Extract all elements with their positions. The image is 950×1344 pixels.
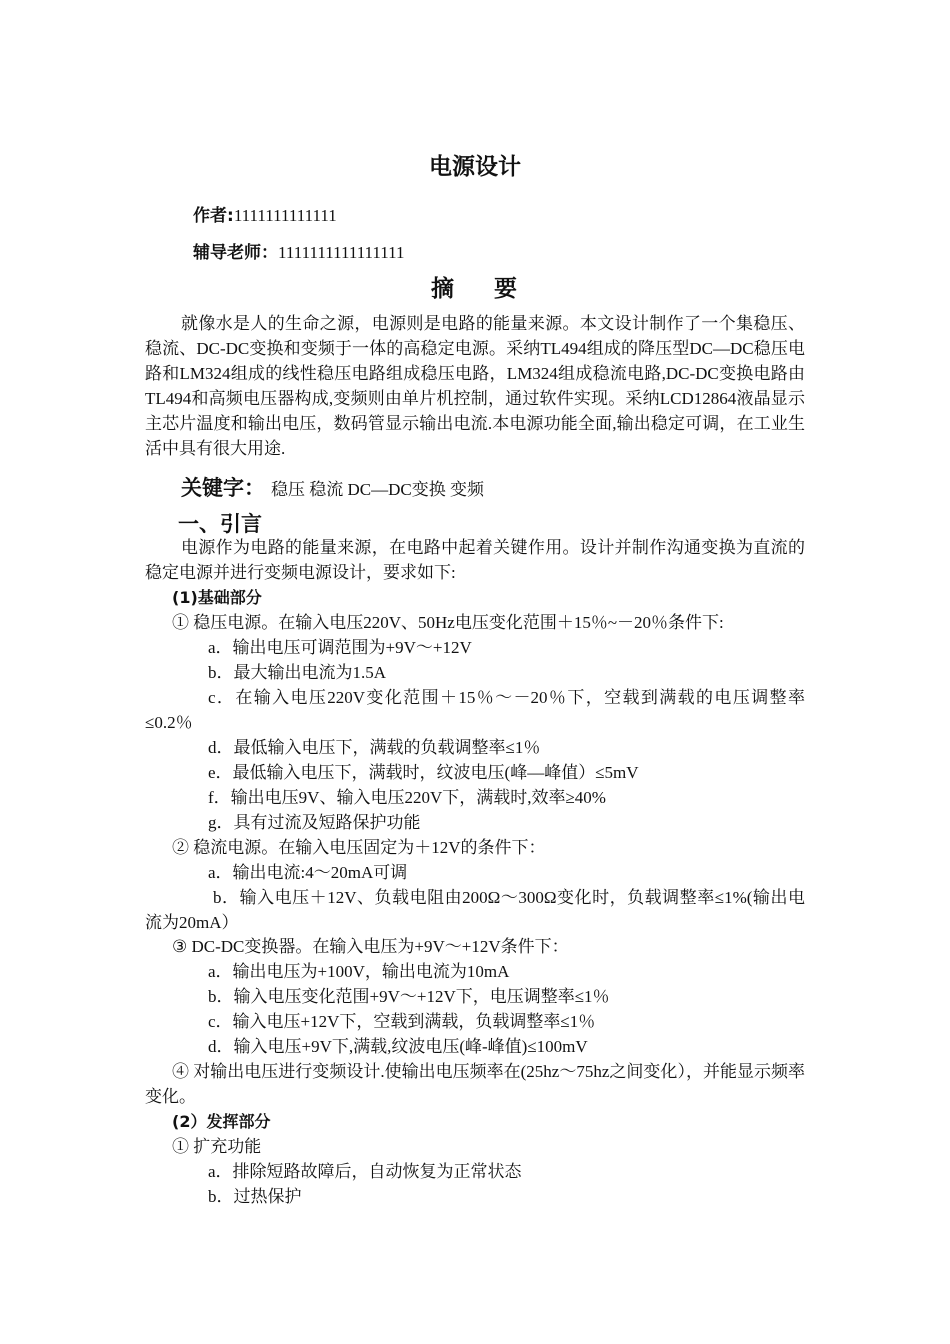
req-item-1a: a．输出电压可调范围为+9V～+12V — [208, 638, 472, 657]
ext-item-1: ① 扩充功能 — [172, 1137, 262, 1156]
req-item-2a: a．输出电流:4～20mA可调 — [208, 863, 408, 882]
req-item-2b: b．输入电压＋12V、负载电阻由200Ω～300Ω变化时，负载调整率≤1%(输出电流为20mA） — [145, 888, 805, 932]
req-item-1f: f．输出电压9V、输入电压220V下，满载时,效率≥40% — [208, 788, 606, 807]
req-item-1: ① 稳压电源。在输入电压220V、50Hz电压变化范围＋15％~－20％条件下: — [172, 613, 724, 632]
intro-paragraph: 电源作为电路的能量来源，在电路中起着关键作用。设计并制作沟通变换为直流的稳定电源并进行变频电源设计，要求如下: — [145, 538, 805, 582]
advisor-value: 1111111111111111 — [278, 243, 405, 262]
req-item-1c: c．在输入电压220V变化范围＋15％～－20％下，空载到满载的电压调整率≤0.2％ — [145, 688, 805, 732]
req-item-2: ② 稳流电源。在输入电压固定为＋12V的条件下： — [172, 838, 546, 857]
ext-item-1b: b．过热保护 — [208, 1187, 302, 1206]
req-item-1d: d．最低输入电压下，满载的负载调整率≤1％ — [208, 738, 541, 757]
abstract-heading: 摘 要 — [430, 276, 533, 302]
advisor-label: 辅导老师： — [193, 243, 278, 263]
req-item-3a: a．输出电压为+100V，输出电流为10mA — [208, 962, 510, 981]
req-item-4: ④ 对输出电压进行变频设计.使输出电压频率在(25hz～75hz之间变化），并能显示频率变化。 — [145, 1062, 805, 1106]
author-label: 作者: — [193, 206, 234, 226]
req-item-1e: e．最低输入电压下，满载时，纹波电压(峰—峰值）≤5mV — [208, 763, 639, 782]
extension-part-heading: (2）发挥部分 — [172, 1112, 271, 1131]
advisor-line — [193, 238, 405, 263]
keywords-line — [181, 472, 484, 502]
req-item-1b: b．最大输出电流为1.5A — [208, 663, 387, 682]
req-item-1g: g．具有过流及短路保护功能 — [208, 813, 421, 832]
req-item-3b: b．输入电压变化范围+9V～+12V下，电压调整率≤1％ — [208, 987, 610, 1006]
basic-part-heading: (1)基础部分 — [172, 588, 262, 607]
section-heading-intro: 一、引言 — [178, 512, 262, 536]
author-line — [193, 201, 337, 226]
abstract-text: 就像水是人的生命之源，电源则是电路的能量来源。本文设计制作了一个集稳压、稳流、DC-DC变换和变频于一体的高稳定电源。采纳TL494组成的降压型DC—DC稳压电路和LM324组成的线性稳压电路组成稳压电路，LM324组成稳流电路,DC-DC变换电路由TL494和高频电压器构成,变频则由单片机控制，通过软件实现。采纳LCD12864液晶显示主芯片温度和输出电压，数码管显示输出电流.本电源功能全面,输出稳定可调，在工业生活中具有很大用途. — [145, 314, 805, 458]
req-item-3: ③ DC-DC变换器。在输入电压为+9V～+12V条件下： — [172, 937, 569, 956]
keywords-items: 稳压 稳流 DC—DC变换 变频 — [271, 480, 484, 499]
req-item-3c: c．输入电压+12V下，空载到满载，负载调整率≤1％ — [208, 1012, 596, 1031]
keywords-label: 关键字： — [181, 476, 265, 500]
document-title: 电源设计 — [429, 154, 521, 180]
author-value: 1111111111111 — [233, 206, 337, 225]
req-item-3d: d．输入电压+9V下,满载,纹波电压(峰-峰值)≤100mV — [208, 1037, 588, 1056]
ext-item-1a: a．排除短路故障后，自动恢复为正常状态 — [208, 1162, 522, 1181]
